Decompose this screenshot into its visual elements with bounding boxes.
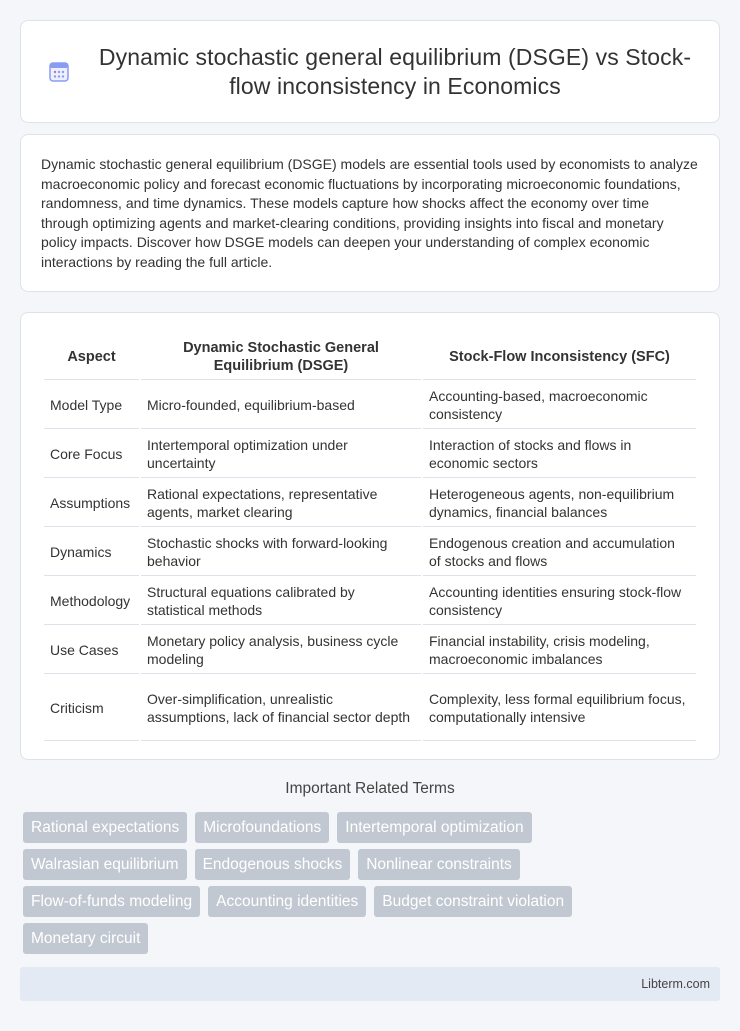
table-row [44, 627, 696, 674]
row-dsge: Structural equations calibrated by statistical methods [141, 578, 421, 625]
row-aspect: Model Type [44, 382, 139, 429]
table-row [44, 529, 696, 576]
row-dsge: Monetary policy analysis, business cycle modeling [141, 627, 421, 674]
row-aspect: Criticism [44, 676, 139, 741]
related-terms-title: Important Related Terms [285, 780, 455, 797]
row-dsge: Stochastic shocks with forward-looking behavior [141, 529, 421, 576]
table-row [44, 431, 696, 478]
row-aspect: Assumptions [44, 480, 139, 527]
related-term-tag[interactable]: Endogenous shocks [195, 849, 351, 880]
calendar-icon [47, 60, 71, 84]
column-header-sfc: Stock-Flow Inconsistency (SFC) [423, 334, 696, 380]
row-sfc: Interaction of stocks and flows in economic sectors [423, 431, 696, 478]
related-term-tag[interactable]: Accounting identities [208, 886, 366, 917]
row-aspect: Core Focus [44, 431, 139, 478]
row-dsge: Intertemporal optimization under uncertainty [141, 431, 421, 478]
comparison-table-card [20, 312, 720, 760]
table-row [44, 676, 696, 741]
table-row [44, 578, 696, 625]
related-terms-list [23, 812, 623, 960]
footer [20, 967, 720, 1001]
page-title: Dynamic stochastic general equilibrium (DSGE) vs Stock-flow inconsistency in Economics [98, 43, 692, 99]
related-term-tag[interactable]: Rational expectations [23, 812, 187, 843]
row-dsge: Micro-founded, equilibrium-based [141, 382, 421, 429]
related-term-tag[interactable]: Monetary circuit [23, 923, 148, 954]
row-dsge: Rational expectations, representative agents, market clearing [141, 480, 421, 527]
row-aspect: Methodology [44, 578, 139, 625]
related-term-tag[interactable]: Flow-of-funds modeling [23, 886, 200, 917]
row-sfc: Complexity, less formal equilibrium focus, computationally intensive [423, 676, 696, 741]
row-sfc: Heterogeneous agents, non-equilibrium dynamics, financial balances [423, 480, 696, 527]
related-term-tag[interactable]: Budget constraint violation [374, 886, 572, 917]
column-header-dsge: Dynamic Stochastic General Equilibrium (DSGE) [141, 334, 421, 380]
row-aspect: Dynamics [44, 529, 139, 576]
comparison-table [42, 332, 698, 743]
related-term-tag[interactable]: Intertemporal optimization [337, 812, 531, 843]
related-term-tag[interactable]: Microfoundations [195, 812, 329, 843]
related-term-tag[interactable]: Nonlinear constraints [358, 849, 520, 880]
table-row [44, 480, 696, 527]
intro-paragraph: Dynamic stochastic general equilibrium (DSGE) models are essential tools used by economists to analyze macroeconomic policy and forecast economic fluctuations by incorporating microeconomic foundations, randomness, and time dynamics. These models capture how shocks affect the economy over time through optimizing agents and market-clearing conditions, providing insights into fiscal and monetary policy impacts. Discover how DSGE models can deepen your understanding of complex economic interactions by reading the full article. [41, 156, 698, 270]
row-dsge: Over-simplification, unrealistic assumptions, lack of financial sector depth [141, 676, 421, 741]
footer-site-link[interactable]: Libterm.com [641, 977, 710, 991]
table-header-row [44, 334, 696, 380]
row-sfc: Accounting-based, macroeconomic consistency [423, 382, 696, 429]
row-sfc: Accounting identities ensuring stock-flow consistency [423, 578, 696, 625]
header-card [20, 20, 720, 123]
intro-card [20, 134, 720, 292]
related-term-tag[interactable]: Walrasian equilibrium [23, 849, 187, 880]
column-header-aspect: Aspect [44, 334, 139, 380]
table-row [44, 382, 696, 429]
row-aspect: Use Cases [44, 627, 139, 674]
row-sfc: Financial instability, crisis modeling, macroeconomic imbalances [423, 627, 696, 674]
row-sfc: Endogenous creation and accumulation of stocks and flows [423, 529, 696, 576]
